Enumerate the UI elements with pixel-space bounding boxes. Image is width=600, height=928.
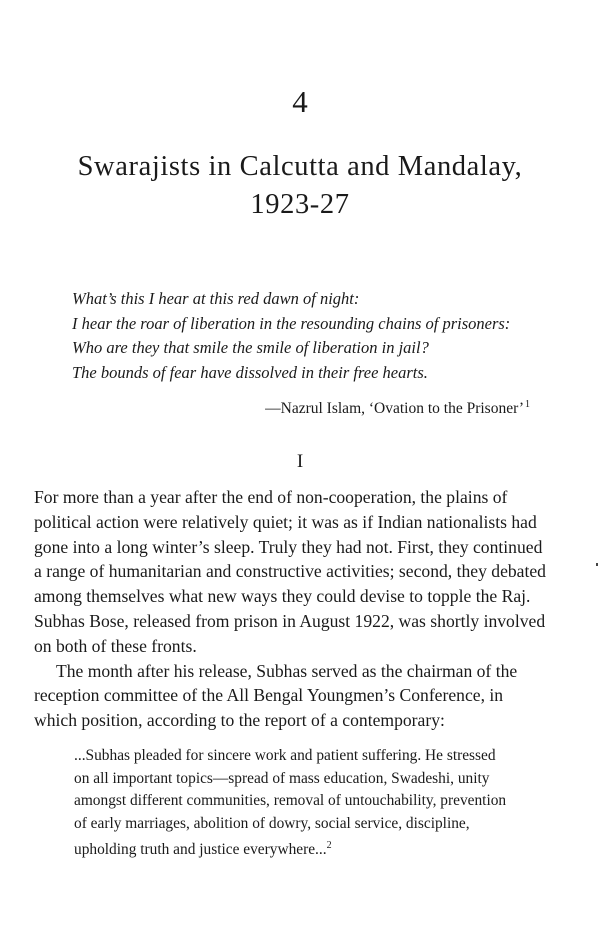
footnote-marker: 2 — [326, 840, 332, 852]
paragraph-line: The month after his release, Subhas served as the chairman of the — [56, 660, 518, 681]
quote-line: ...Subhas pleaded for sincere work and patient suffering. He stressed — [74, 747, 496, 764]
epigraph — [72, 287, 592, 385]
paragraph-line: Subhas Bose, released from prison in August 1922, was shortly involved — [34, 610, 546, 631]
quote-line: on all important topics—spread of mass education, Swadeshi, unity — [74, 769, 490, 787]
footnote-marker: 1 — [525, 399, 530, 410]
paragraph-line: reception committee of the All Bengal Youngmen’s Conference, in — [34, 685, 504, 706]
paragraph-line: gone into a long winter’s sleep. Truly they had not. First, they continued — [34, 536, 543, 557]
epigraph-line: What’s this I hear at this red dawn of night: — [72, 289, 360, 308]
paragraph-line: For more than a year after the end of non-cooperation, the plains of — [34, 487, 508, 507]
section-numeral: I — [296, 451, 304, 472]
paragraph-line: a range of humanitarian and constructive activities; second, they debated — [34, 561, 546, 582]
chapter-title — [0, 148, 600, 224]
quote-line: of early marriages, abolition of dowry, social service, discipline, — [74, 814, 470, 832]
attribution-text: —Nazrul Islam, ‘Ovation to the Prisoner’ — [265, 400, 524, 417]
epigraph-attribution — [265, 394, 530, 420]
quote-last-text: upholding truth and justice everywhere... — [74, 841, 327, 859]
paragraph-line: political action were relatively quiet; it was as if Indian nationalists had — [34, 511, 537, 532]
margin-mark — [596, 563, 598, 566]
quote-line: amongst different communities, removal of untouchability, prevention — [74, 792, 507, 810]
epigraph-line: The bounds of fear have dissolved in their free hearts. — [72, 362, 428, 382]
chapter-number: 4 — [292, 84, 308, 119]
body-text — [34, 485, 581, 733]
paragraph-line: which position, according to the report of a contemporary: — [34, 710, 445, 731]
paragraph-line: on both of these fronts. — [34, 635, 197, 656]
epigraph-line: Who are they that smile the smile of liberation in jail? — [72, 338, 429, 357]
chapter-title-line-1: Swarajists in Calcutta and Mandalay, — [77, 151, 523, 182]
epigraph-line: I hear the roar of liberation in the resounding chains of prisoners: — [72, 313, 511, 333]
block-quote — [74, 745, 574, 862]
quote-line — [74, 835, 574, 862]
chapter-title-line-2: 1923-27 — [250, 189, 350, 220]
paragraph-line: among themselves what new ways they could devise to topple the Raj. — [34, 586, 531, 607]
